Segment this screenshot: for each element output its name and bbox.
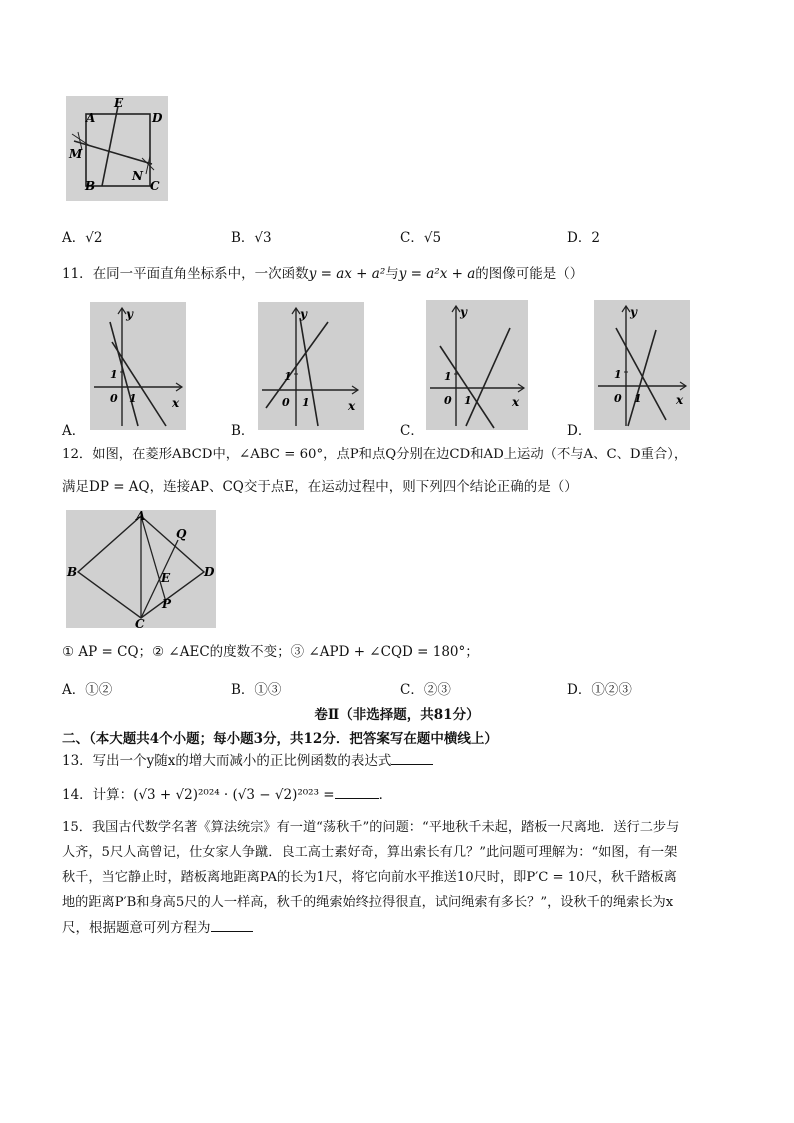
axis-x-label: x <box>512 395 520 409</box>
q11-expr-1: y = ax + a² <box>308 266 386 282</box>
q10-diagram <box>66 96 168 201</box>
option-value: ①③ <box>254 682 282 698</box>
axis-y-label: y <box>630 305 637 319</box>
q10-label-m: M <box>69 147 83 161</box>
q11-text-b: 与 <box>385 266 399 282</box>
q12-label-q: Q <box>176 527 187 541</box>
option-letter: A． <box>62 230 86 246</box>
option-value: ②③ <box>423 682 451 698</box>
q10-label-a: A <box>86 111 96 125</box>
axis-x-label: x <box>348 399 356 413</box>
axis-zero-label: 0 <box>282 396 290 409</box>
q10-label-n: N <box>132 169 143 183</box>
axis-zero-label: 0 <box>110 392 118 405</box>
q12-line-2: 满足DP = AQ，连接AP、CQ交于点E，在运动过程中，则下列四个结论正确的是（） <box>62 479 578 495</box>
q13-answer-blank[interactable] <box>391 752 433 765</box>
q15-line-2: 人齐，5尺人高曾记，仕女家人争蹴．良工高士素好奇，算出索长有几？”此问题可理解为：“如图，有一架 <box>62 845 678 860</box>
q10-label-d: D <box>152 111 163 125</box>
q12-figure <box>66 510 216 628</box>
q13-text: 13．写出一个y随x的增大而减小的正比例函数的表达式 <box>62 753 392 769</box>
q12-label-e: E <box>161 571 171 585</box>
q11-graph-a <box>90 302 186 430</box>
q12-label-b: B <box>67 565 78 579</box>
axis-one-label: 1 <box>444 370 452 383</box>
option-letter: D． <box>567 682 592 698</box>
q11-number: 11． <box>62 266 93 282</box>
q11-option-c[interactable]: C． <box>400 423 424 439</box>
option-letter: B． <box>231 682 255 698</box>
q14-question <box>62 786 392 804</box>
q15-line-1: 15．我国古代数学名著《算法统宗》有一道“荡秋千”的问题：“平地秋千未起，踏板一尺离地．送行二步与 <box>62 820 680 835</box>
q10-option-a[interactable] <box>62 226 102 246</box>
q12-option-c[interactable] <box>400 678 451 698</box>
q11-question <box>62 265 583 283</box>
q12-option-a[interactable] <box>62 678 112 698</box>
q11-expr-2: y = a²x + a <box>398 266 476 282</box>
q14-prefix: 14．计算： <box>62 787 134 803</box>
q13-question <box>62 752 433 770</box>
q12-diagram <box>66 510 216 628</box>
axis-y-label: y <box>300 307 307 321</box>
axis-one-label: 1 <box>284 370 292 383</box>
q15-line-4: 地的距离P′B和身高5尺的人一样高，秋千的绳索始终拉得很直，试问绳索有多长？”，设秋千的绳索长为x <box>62 895 674 910</box>
q12-option-b[interactable] <box>231 678 281 698</box>
option-value: √2 <box>85 230 103 246</box>
q11-graph-c <box>426 300 528 430</box>
option-value: ①② <box>85 682 113 698</box>
option-value: 2 <box>591 230 600 246</box>
axis-x-label: x <box>676 393 684 407</box>
q12-line-1: 12．如图，在菱形ABCD中，∠ABC = 60°，点P和点Q分别在边CD和AD上运动（不与A、C、D重合）， <box>62 447 688 462</box>
option-value: √5 <box>423 230 442 246</box>
option-letter: B． <box>231 230 255 246</box>
option-value: ①②③ <box>591 682 632 698</box>
axis-zero-label: 0 <box>444 394 452 407</box>
q11-graph-d <box>594 300 690 430</box>
q12-label-d: D <box>204 565 215 579</box>
q12-label-c: C <box>135 617 145 628</box>
q12-option-d[interactable] <box>567 678 632 698</box>
q10-option-b[interactable] <box>231 226 272 246</box>
q11-text-c: 的图像可能是（） <box>475 266 584 282</box>
q11-option-d[interactable]: D． <box>567 423 592 439</box>
q12-label-p: P <box>162 597 172 611</box>
q11-option-a[interactable]: A． <box>62 423 86 439</box>
q10-label-e: E <box>114 96 124 110</box>
q14-suffix: ． <box>378 787 393 803</box>
q10-option-d[interactable] <box>567 226 600 246</box>
option-value: √3 <box>254 230 272 246</box>
option-letter: D． <box>567 230 592 246</box>
axis-one-x-label: 1 <box>634 392 642 405</box>
section-2-heading: 二、（本大题共4个小题；每小题3分，共12分．把答案写在题中横线上） <box>62 731 498 747</box>
q10-label-c: C <box>150 179 160 193</box>
axis-x-label: x <box>172 396 180 410</box>
q12-statements: ① AP = CQ；② ∠AEC的度数不变；③ ∠APD + ∠CQD = 180°； <box>62 644 479 660</box>
q15-line-3: 秋千，当它静止时，踏板离地距离PA的长为1尺，将它向前水平推送10尺时，即P′C = 10尺，秋千踏板离 <box>62 870 677 885</box>
axis-one-label: 1 <box>614 368 622 381</box>
axis-one-x-label: 1 <box>464 394 472 407</box>
q11-graph-b <box>258 302 364 430</box>
option-letter: C． <box>400 230 424 246</box>
option-letter: C． <box>400 682 424 698</box>
axis-one-x-label: 1 <box>302 396 310 409</box>
q12-label-a: A <box>136 510 146 523</box>
axis-one-label: 1 <box>110 368 118 381</box>
q10-figure <box>66 96 168 201</box>
q10-label-b: B <box>85 179 96 193</box>
q15-answer-blank[interactable] <box>211 919 253 932</box>
q10-option-c[interactable] <box>400 226 441 246</box>
part2-title: 卷Ⅱ（非选择题，共81分） <box>314 707 480 723</box>
q11-text-a: 在同一平面直角坐标系中，一次函数 <box>92 266 309 282</box>
option-letter: A． <box>62 682 86 698</box>
axis-zero-label: 0 <box>614 392 622 405</box>
q15-line-5-text: 尺，根据题意可列方程为 <box>62 920 211 936</box>
q15-line-5 <box>62 919 253 937</box>
q11-option-b[interactable]: B． <box>231 423 255 439</box>
q14-expression: (√3 + √2)²⁰²⁴ · (√3 − √2)²⁰²³ = <box>133 787 335 803</box>
axis-y-label: y <box>460 305 467 319</box>
axis-y-label: y <box>126 307 133 321</box>
axis-one-x-label: 1 <box>129 392 137 405</box>
q14-answer-blank[interactable] <box>335 786 379 799</box>
